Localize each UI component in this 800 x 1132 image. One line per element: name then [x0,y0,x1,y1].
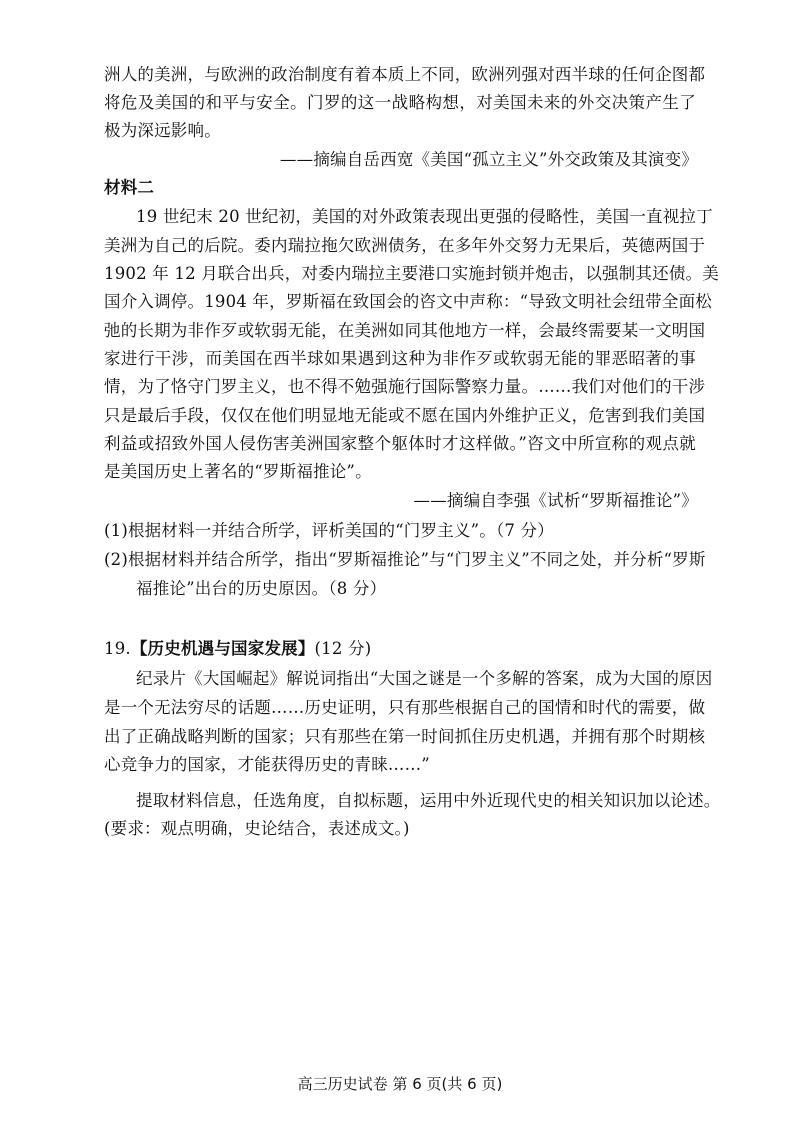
material2-line-2: 美洲为自己的后院。委内瑞拉拖欠欧洲债务，在多年外交努力无果后，英德两国于 [104,236,706,255]
question-19-material-line-2: 是一个无法穷尽的话题……历史证明，只有那些根据自己的国情和时代的需要，做 [104,698,706,717]
material2-line-6: 家进行干涉，而美国在西半球如果遇到这种为非作歹或软弱无能的罪恶昭著的事 [104,349,696,368]
question-19-requirement: (要求：观点明确，史论结合，表述成文。) [104,819,410,838]
question-19-header [104,638,371,660]
source-citation-2: ——摘编自李强《试析“罗斯福推论”》 [413,491,698,510]
material2-line-3: 1902 年 12 月联合出兵，对委内瑞拉主要港口实施封锁并炮击，以强制其还债。美 [104,264,719,283]
passage1-line-1: 洲人的美洲，与欧洲的政治制度有着本质上不同，欧洲列强对西半球的任何企图都 [104,65,706,84]
page-footer: 高三历史试卷 第 6 页(共 6 页) [297,1075,503,1093]
question-18-1: (1)根据材料一并结合所学，评析美国的“门罗主义”。（7 分） [104,521,554,540]
material2-line-8: 只是最后手段，仅仅在他们明显地无能或不愿在国内外维护正义，危害到我们美国 [104,406,706,425]
material2-line-7: 情，为了恪守门罗主义，也不得不勉强施行国际警察力量。……我们对他们的干涉 [104,377,706,396]
question-19-material-line-1: 纪录片《大国崛起》解说词指出“大国之谜是一个多解的答案，成为大国的原因 [136,669,713,688]
question-19-points: (12 分) [314,639,372,658]
material2-line-4: 国介入调停。1904 年，罗斯福在致国会的咨文中声称：“导致文明社会纽带全面松 [104,292,712,311]
question-19-material-line-3: 出了正确战略判断的国家；只有那些在第一时间抓住历史机遇，并拥有那个时期核 [104,727,706,746]
passage1-line-3: 极为深远影响。 [104,121,221,140]
question-19-task: 提取材料信息，任选角度，自拟标题，运用中外近现代史的相关知识加以论述。 [136,791,721,810]
material2-line-10: 是美国历史上著名的“罗斯福推论”。 [104,462,372,481]
material2-line-9: 利益或招致外国人侵伤害美洲国家整个躯体时才这样做。”咨文中所宣称的观点就 [104,434,696,453]
passage1-line-2: 将危及美国的和平与安全。门罗的这一战略构想，对美国未来的外交决策产生了 [104,93,696,112]
question-18-2-line-2: 福推论”出台的历史原因。（8 分） [136,579,387,598]
material2-line-5: 弛的长期为非作歹或软弱无能，在美洲如同其他地方一样，会最终需要某一文明国 [104,321,706,340]
question-18-2-line-1: (2)根据材料并结合所学，指出“罗斯福推论”与“门罗主义”不同之处，并分析“罗斯 [104,550,706,569]
question-19-material-line-4: 心竞争力的国家，才能获得历史的青睐……” [104,755,430,774]
material2-line-1: 19 世纪末 20 世纪初，美国的对外政策表现出更强的侵略性，美国一直视拉丁 [136,207,713,226]
question-19-title: 【历史机遇与国家发展】 [130,639,315,658]
source-citation-1: ——摘编自岳西宽《美国“孤立主义”外交政策及其演变》 [279,150,698,169]
material2-heading: 材料二 [104,178,155,197]
question-19-number: 19. [104,639,131,658]
